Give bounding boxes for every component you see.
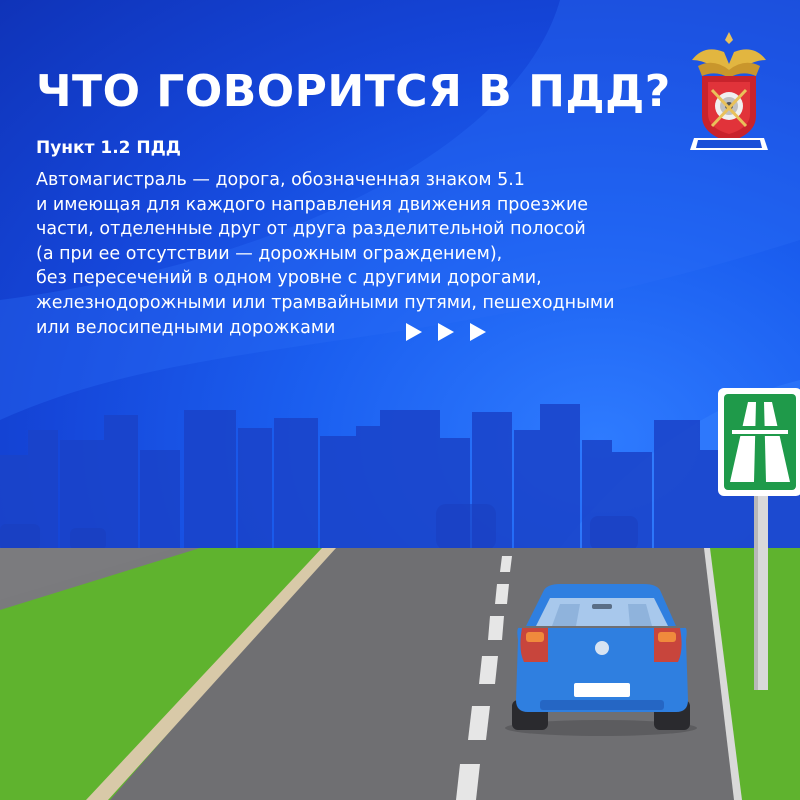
city-skyline [0,404,800,550]
definition-line: (а при ее отсутствии — дорожным ограждением), [36,243,503,264]
police-emblem-icon [684,30,774,154]
definition-line: и имеющая для каждого направления движения проезжие [36,194,589,215]
definition-line: или велосипедными дорожками [36,317,336,338]
definition-line: части, отделенные друг от друга разделительной полосой [36,219,586,240]
rule-reference: Пункт 1.2 ПДД [36,138,181,158]
triple-play-arrows-icon [402,320,492,344]
definition-text [36,168,716,340]
definition-line: Автомагистраль — дорога, обозначенная знаком 5.1 [36,170,525,190]
definition-line: железнодорожными или трамвайными путями, пешеходными [36,292,615,313]
definition-line: без пересечений в одном уровне с другими дорогами, [36,268,542,289]
page-title: ЧТО ГОВОРИТСЯ В ПДД? [36,66,671,117]
